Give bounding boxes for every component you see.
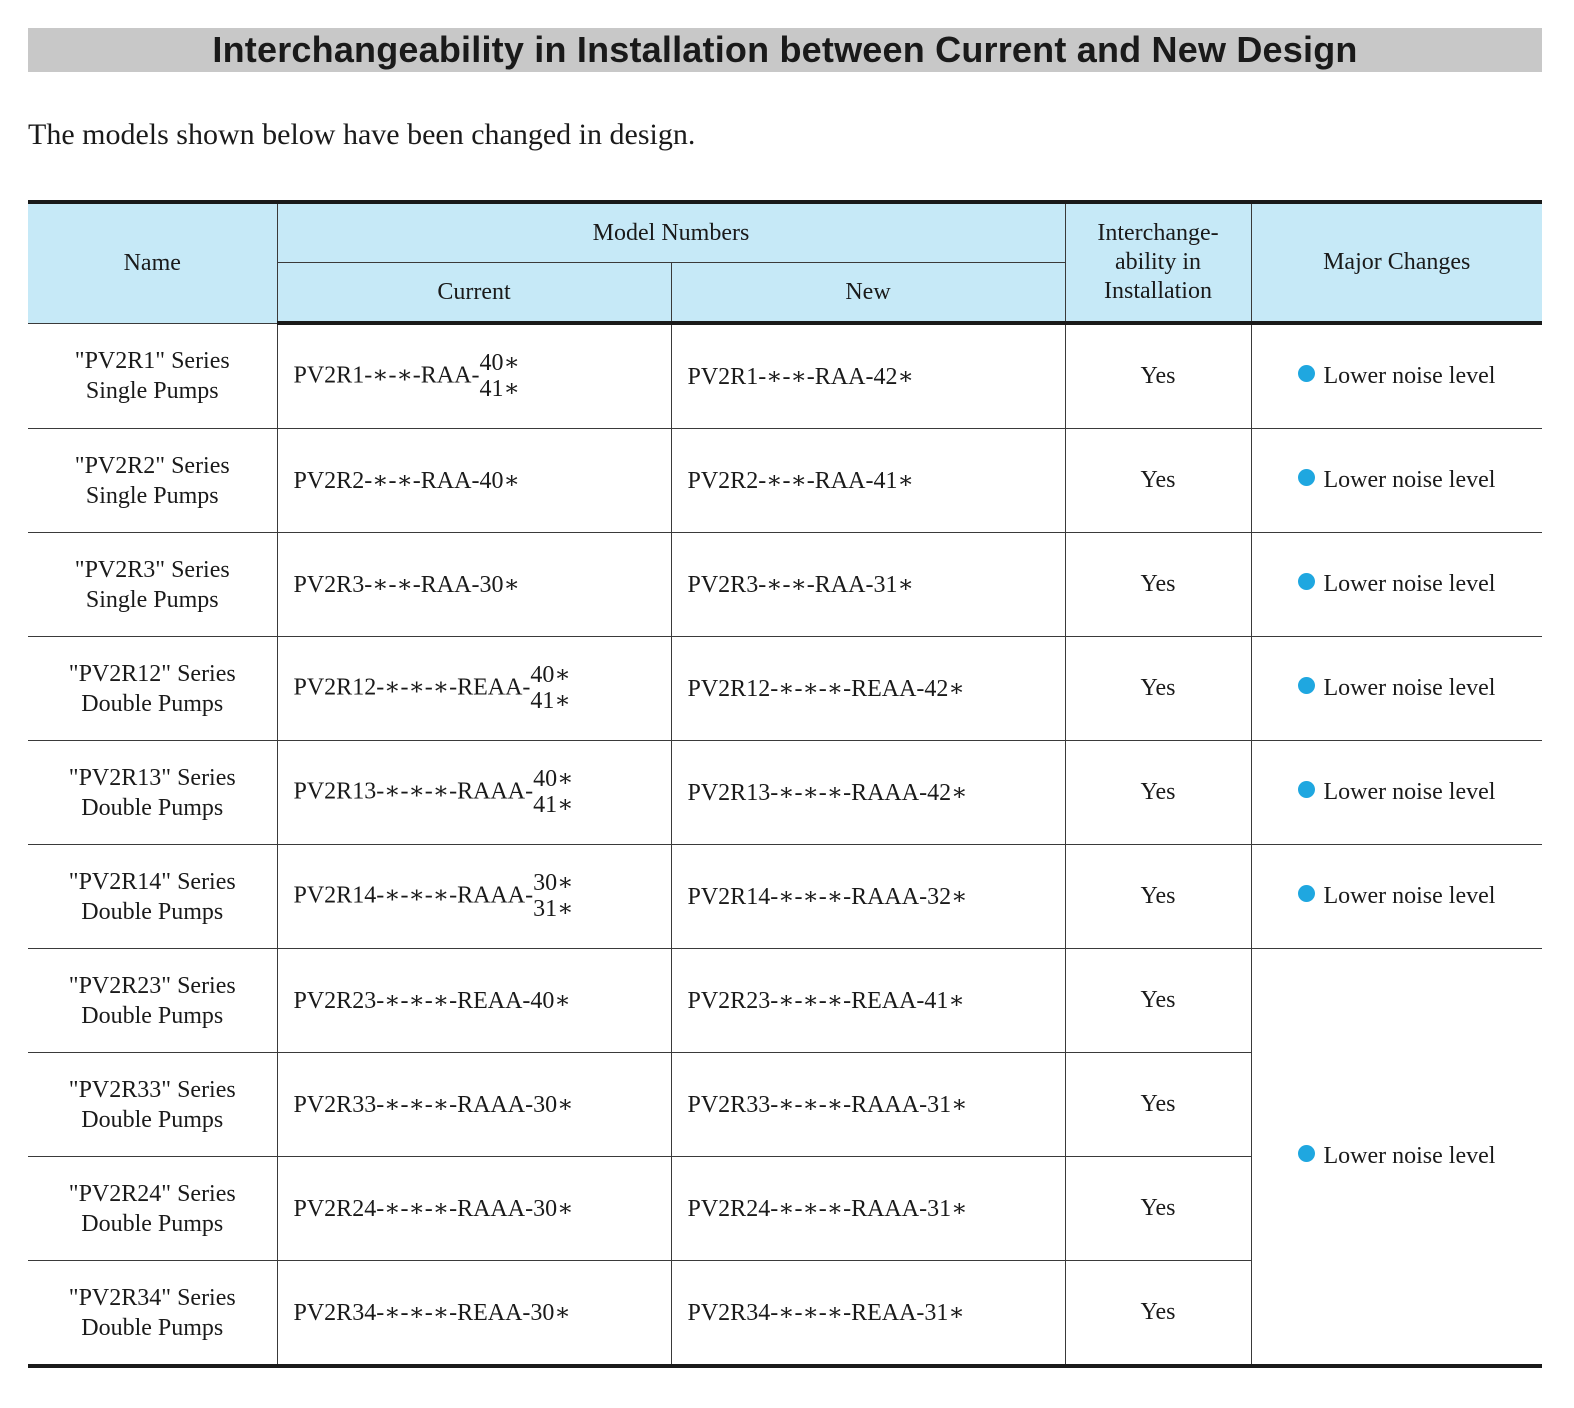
current-model-cell	[277, 637, 671, 741]
interchangeable-cell: Yes	[1065, 637, 1251, 741]
table-row	[28, 429, 1542, 533]
table-row	[28, 323, 1542, 429]
current-model-cell	[277, 323, 671, 429]
series-name-line: "PV2R13" Series	[68, 764, 236, 791]
series-name-line: "PV2R24" Series	[68, 1180, 236, 1207]
major-change-cell	[1251, 637, 1542, 741]
current-model-suffix: 41∗	[479, 375, 520, 402]
current-model-prefix: PV2R33-∗-∗-∗-RAAA-30∗	[293, 1092, 574, 1118]
header-model-numbers: Model Numbers	[277, 202, 1065, 263]
current-model-suffix: 30∗	[533, 869, 574, 896]
current-model-prefix: PV2R3-∗-∗-RAA-30∗	[293, 572, 520, 598]
current-model-cell	[277, 845, 671, 949]
current-model-prefix: PV2R34-∗-∗-∗-REAA-30∗	[293, 1300, 571, 1326]
series-name-line: Single Pumps	[85, 586, 219, 613]
series-name-cell	[28, 533, 277, 637]
series-name-cell	[28, 741, 277, 845]
title-bar	[28, 28, 1542, 72]
major-change-cell	[1251, 845, 1542, 949]
interchangeable-cell: Yes	[1065, 533, 1251, 637]
current-model-suffix-stack	[479, 350, 519, 402]
major-change-cell	[1251, 533, 1542, 637]
interchangeable-cell: Yes	[1065, 845, 1251, 949]
major-change-text: Lower noise level	[1323, 363, 1496, 389]
major-change-text: Lower noise level	[1323, 467, 1496, 493]
current-model-cell	[277, 949, 671, 1053]
series-name-cell	[28, 1261, 277, 1367]
major-change-text: Lower noise level	[1323, 1143, 1496, 1169]
series-name-cell	[28, 429, 277, 533]
series-name-cell	[28, 1157, 277, 1261]
series-name-line: "PV2R33" Series	[68, 1076, 236, 1103]
current-model-prefix: PV2R14-∗-∗-∗-RAAA-	[293, 882, 534, 909]
table-row	[28, 637, 1542, 741]
header-name: Name	[28, 202, 277, 323]
new-model-cell: PV2R13-∗-∗-∗-RAAA-42∗	[671, 741, 1065, 845]
series-name-line: Double Pumps	[81, 1210, 224, 1237]
major-change-text: Lower noise level	[1323, 779, 1496, 805]
series-name-cell	[28, 949, 277, 1053]
header-current: Current	[277, 263, 671, 324]
series-name-line: Single Pumps	[85, 482, 219, 509]
series-name-line: "PV2R3" Series	[74, 556, 230, 583]
bullet-dot-icon	[1298, 365, 1315, 382]
table-row	[28, 845, 1542, 949]
table-body	[28, 323, 1542, 1366]
bullet-dot-icon	[1298, 573, 1315, 590]
bullet-dot-icon	[1298, 469, 1315, 486]
major-change-text: Lower noise level	[1323, 883, 1496, 909]
new-model-cell: PV2R2-∗-∗-RAA-41∗	[671, 429, 1065, 533]
page-title: Interchangeability in Installation between Current and New Design	[212, 29, 1358, 70]
new-model-cell: PV2R14-∗-∗-∗-RAAA-32∗	[671, 845, 1065, 949]
series-name-line: Double Pumps	[81, 1002, 224, 1029]
current-model-cell	[277, 1053, 671, 1157]
current-model-suffix: 40∗	[530, 661, 571, 688]
series-name-line: "PV2R34" Series	[68, 1284, 236, 1311]
interchangeable-cell: Yes	[1065, 949, 1251, 1053]
series-name-cell	[28, 845, 277, 949]
new-model-cell: PV2R23-∗-∗-∗-REAA-41∗	[671, 949, 1065, 1053]
header-interchangeability-line: Installation	[1104, 278, 1212, 304]
current-model-cell	[277, 429, 671, 533]
new-model-cell: PV2R33-∗-∗-∗-RAAA-31∗	[671, 1053, 1065, 1157]
series-name-line: Single Pumps	[85, 377, 219, 404]
current-model-suffix: 40∗	[533, 765, 574, 792]
new-model-cell: PV2R24-∗-∗-∗-RAAA-31∗	[671, 1157, 1065, 1261]
current-model-suffix-stack	[533, 870, 573, 922]
new-model-cell: PV2R12-∗-∗-∗-REAA-42∗	[671, 637, 1065, 741]
new-model-cell: PV2R3-∗-∗-RAA-31∗	[671, 533, 1065, 637]
current-model-suffix-stack	[530, 662, 570, 714]
current-model-suffix: 41∗	[533, 791, 574, 818]
series-name-cell	[28, 323, 277, 429]
series-name-cell	[28, 637, 277, 741]
series-name-line: Double Pumps	[81, 1106, 224, 1133]
interchangeable-cell: Yes	[1065, 323, 1251, 429]
current-model-prefix: PV2R2-∗-∗-RAA-40∗	[293, 468, 520, 494]
major-change-merged-cell	[1251, 949, 1542, 1367]
series-name-line: Double Pumps	[81, 898, 224, 925]
header-interchangeability-line: Interchange-	[1097, 220, 1219, 246]
major-change-cell	[1251, 429, 1542, 533]
interchangeable-cell: Yes	[1065, 429, 1251, 533]
new-model-cell: PV2R1-∗-∗-RAA-42∗	[671, 323, 1065, 429]
series-name-cell	[28, 1053, 277, 1157]
current-model-prefix: PV2R1-∗-∗-RAA-	[293, 362, 480, 389]
major-change-cell	[1251, 323, 1542, 429]
series-name-line: "PV2R14" Series	[68, 868, 236, 895]
interchangeable-cell: Yes	[1065, 1261, 1251, 1367]
header-new: New	[671, 263, 1065, 324]
current-model-suffix: 31∗	[533, 895, 574, 922]
interchangeable-cell: Yes	[1065, 741, 1251, 845]
intro-text: The models shown below have been changed in design.	[28, 118, 696, 151]
current-model-cell	[277, 741, 671, 845]
current-model-suffix-stack	[533, 766, 573, 818]
series-name-line: "PV2R12" Series	[68, 660, 236, 687]
current-model-cell	[277, 1157, 671, 1261]
header-major-changes: Major Changes	[1251, 202, 1542, 323]
table-row	[28, 949, 1542, 1053]
current-model-prefix: PV2R23-∗-∗-∗-REAA-40∗	[293, 988, 571, 1014]
current-model-cell	[277, 533, 671, 637]
current-model-prefix: PV2R13-∗-∗-∗-RAAA-	[293, 778, 534, 805]
interchangeable-cell: Yes	[1065, 1053, 1251, 1157]
major-change-text: Lower noise level	[1323, 675, 1496, 701]
header-interchangeability	[1065, 202, 1251, 323]
series-name-line: Double Pumps	[81, 1314, 224, 1341]
new-model-cell: PV2R34-∗-∗-∗-REAA-31∗	[671, 1261, 1065, 1367]
series-name-line: "PV2R23" Series	[68, 972, 236, 999]
bullet-dot-icon	[1298, 781, 1315, 798]
series-name-line: Double Pumps	[81, 690, 224, 717]
major-change-text: Lower noise level	[1323, 571, 1496, 597]
current-model-prefix: PV2R24-∗-∗-∗-RAAA-30∗	[293, 1196, 574, 1222]
current-model-suffix: 41∗	[530, 687, 571, 714]
series-name-line: Double Pumps	[81, 794, 224, 821]
header-interchangeability-line: ability in	[1115, 249, 1201, 275]
series-name-line: "PV2R1" Series	[74, 347, 230, 374]
bullet-dot-icon	[1298, 677, 1315, 694]
current-model-cell	[277, 1261, 671, 1367]
table-row	[28, 533, 1542, 637]
interchangeable-cell: Yes	[1065, 1157, 1251, 1261]
interchangeability-table	[28, 200, 1542, 1368]
current-model-suffix: 40∗	[479, 349, 520, 376]
table-row	[28, 741, 1542, 845]
series-name-line: "PV2R2" Series	[74, 452, 230, 479]
major-change-cell	[1251, 741, 1542, 845]
current-model-prefix: PV2R12-∗-∗-∗-REAA-	[293, 674, 531, 701]
bullet-dot-icon	[1298, 1145, 1315, 1162]
bullet-dot-icon	[1298, 885, 1315, 902]
